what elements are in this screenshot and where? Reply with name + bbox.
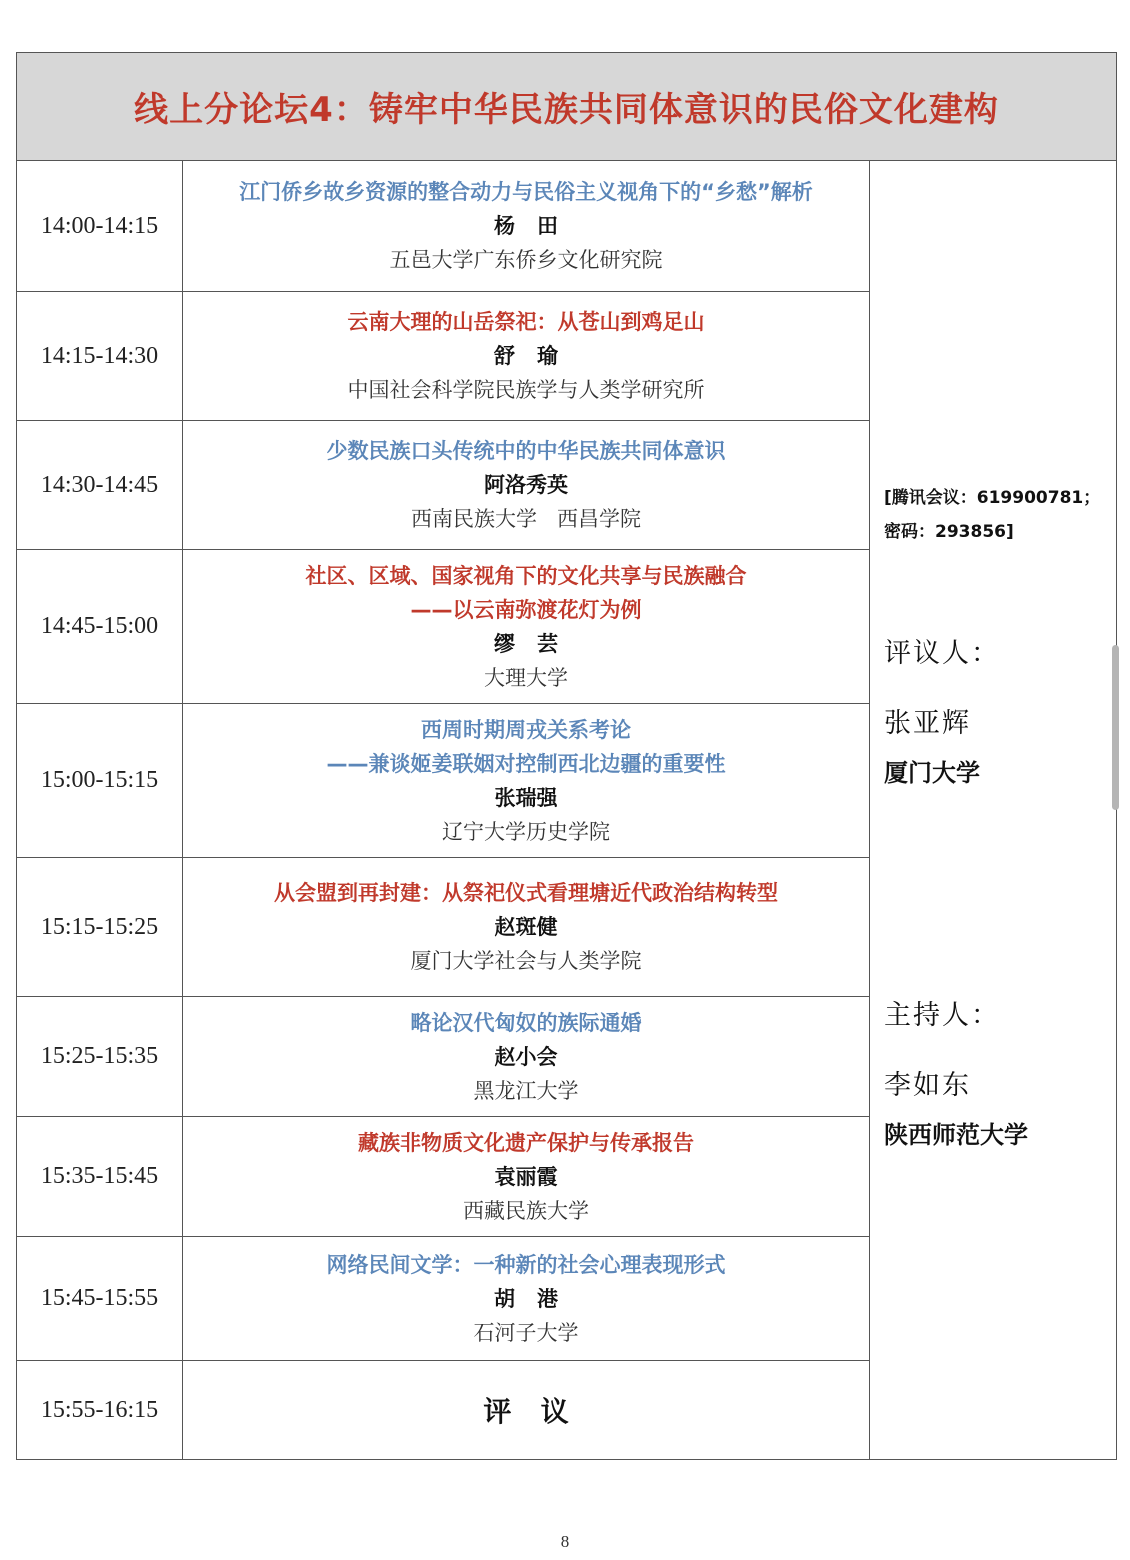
session-row [17, 550, 869, 704]
session-affiliation: 西藏民族大学 [463, 1198, 589, 1223]
session-time: 15:15-15:25 [17, 858, 183, 996]
session-title: 社区、区域、国家视角下的文化共享与民族融合 [305, 563, 747, 588]
session-speaker: 张瑞强 [494, 785, 558, 810]
session-title: 略论汉代匈奴的族际通婚 [410, 1010, 642, 1035]
session-speaker: 袁丽霞 [494, 1164, 558, 1189]
session-title: 江门侨乡故乡资源的整合动力与民俗主义视角下的“乡愁”解析 [239, 180, 813, 204]
session-speaker: 缪 芸 [494, 631, 558, 656]
session-subtitle: ——以云南弥渡花灯为例 [410, 597, 642, 622]
session-speaker: 舒 瑜 [494, 344, 558, 368]
forum-title: 线上分论坛4：铸牢中华民族共同体意识的民俗文化建构 [134, 90, 999, 130]
session-time: 15:25-15:35 [17, 997, 183, 1116]
session-content [183, 292, 869, 420]
session-row [17, 858, 869, 997]
session-title: 从会盟到再封建：从祭祀仪式看理塘近代政治结构转型 [274, 881, 778, 905]
session-content [183, 997, 869, 1116]
session-row [17, 704, 869, 858]
session-row [17, 997, 869, 1117]
session-subtitle: ——兼谈姬姜联姻对控制西北边疆的重要性 [326, 751, 726, 776]
session-title: 网络民间文学：一种新的社会心理表现形式 [326, 1252, 726, 1277]
session-time: 15:00-15:15 [17, 704, 183, 857]
forum-header [17, 53, 1116, 161]
session-row [17, 1237, 869, 1361]
session-speaker: 杨 田 [494, 214, 558, 238]
side-panel [869, 161, 1116, 1459]
session-affiliation: 石河子大学 [473, 1320, 579, 1345]
session-affiliation: 辽宁大学历史学院 [442, 819, 610, 844]
host-org: 陕西师范大学 [884, 1121, 1028, 1149]
host-name: 李如东 [884, 1070, 971, 1101]
meeting-info [884, 481, 1114, 549]
session-time: 15:55-16:15 [17, 1361, 183, 1459]
session-row [17, 421, 869, 550]
host-label: 主持人： [884, 1000, 1000, 1031]
session-time: 14:45-15:00 [17, 550, 183, 703]
session-content [183, 704, 869, 857]
session-row [17, 292, 869, 421]
review-row [17, 1361, 869, 1459]
session-title: 少数民族口头传统中的中华民族共同体意识 [326, 439, 726, 463]
session-content [183, 858, 869, 996]
session-speaker: 赵斑健 [494, 915, 558, 939]
session-content [183, 161, 869, 291]
page-number: 8 [560, 1532, 570, 1551]
session-speaker: 赵小会 [494, 1044, 558, 1069]
meeting-password: 密码：293856] [884, 522, 1014, 542]
session-content [183, 1117, 869, 1236]
session-time: 14:00-14:15 [17, 161, 183, 291]
session-content [183, 1237, 869, 1360]
session-title: 云南大理的山岳祭祀：从苍山到鸡足山 [347, 310, 705, 334]
session-time: 14:15-14:30 [17, 292, 183, 420]
review-label: 评 议 [483, 1395, 569, 1428]
session-affiliation: 黑龙江大学 [473, 1078, 579, 1103]
session-time: 14:30-14:45 [17, 421, 183, 549]
session-content [183, 550, 869, 703]
session-row [17, 1117, 869, 1237]
session-affiliation: 西南民族大学 西昌学院 [410, 507, 642, 531]
session-row [17, 161, 869, 292]
session-title: 藏族非物质文化遗产保护与传承报告 [358, 1130, 694, 1155]
session-time: 15:35-15:45 [17, 1117, 183, 1236]
session-speaker: 阿洛秀英 [484, 473, 568, 497]
session-content [183, 1361, 869, 1459]
session-affiliation: 厦门大学社会与人类学院 [410, 949, 642, 973]
session-content [183, 421, 869, 549]
session-time: 15:45-15:55 [17, 1237, 183, 1360]
commentator-label: 评议人： [884, 638, 1000, 669]
session-affiliation: 五邑大学广东侨乡文化研究院 [389, 248, 663, 272]
commentator-name: 张亚辉 [884, 708, 971, 739]
session-affiliation: 中国社会科学院民族学与人类学研究所 [347, 378, 705, 402]
scrollbar-thumb[interactable] [1112, 645, 1119, 810]
program-table [16, 52, 1117, 1460]
meeting-id: [腾讯会议：619900781； [884, 488, 1101, 508]
session-affiliation: 大理大学 [484, 665, 568, 690]
session-title: 西周时期周戎关系考论 [421, 717, 631, 742]
session-speaker: 胡 港 [494, 1286, 558, 1311]
commentator-org: 厦门大学 [884, 759, 980, 787]
